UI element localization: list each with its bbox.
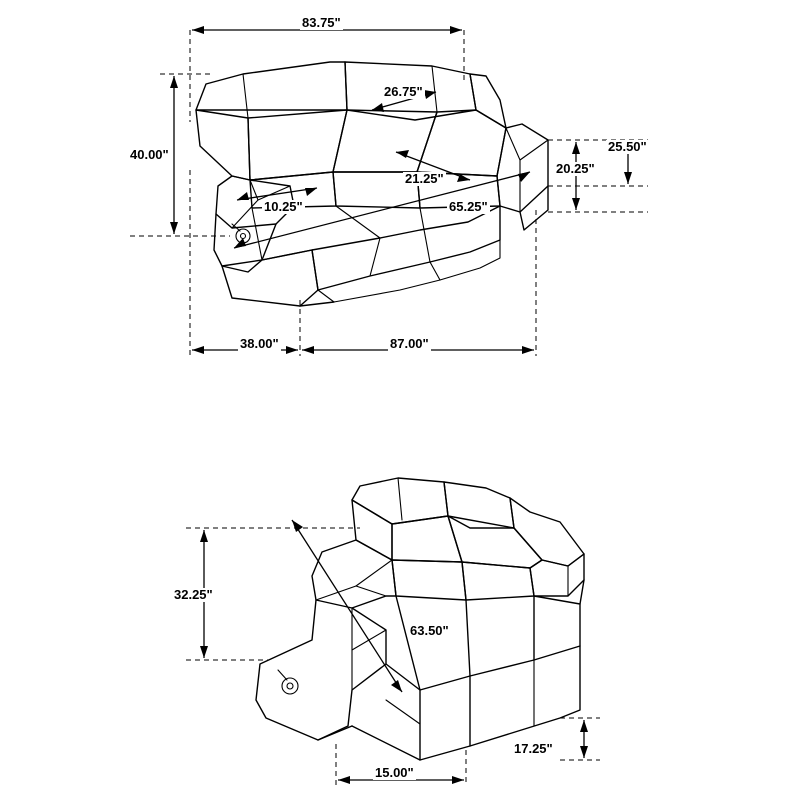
- dim-label-base-depth: 15.00": [375, 765, 414, 780]
- dim-label-extended-depth: 87.00": [390, 336, 429, 351]
- dim-label-arm-width: 10.25": [264, 199, 303, 214]
- dim-label-seat-back-height: 26.75": [384, 84, 423, 99]
- upper-extension-lines: [130, 30, 648, 356]
- sofa-reclined-illustration: [256, 478, 584, 760]
- dim-label-reclined-height: 32.25": [174, 587, 213, 602]
- sofa-upright-illustration: [196, 62, 548, 306]
- dim-label-seat-depth-inner: 21.25": [405, 171, 444, 186]
- dim-label-overall-height: 40.00": [130, 147, 169, 162]
- dim-label-footrest-height: 17.25": [514, 741, 553, 756]
- dim-label-seat-width: 65.25": [449, 199, 488, 214]
- dim-label-seat-height: 20.25": [556, 161, 595, 176]
- dim-label-arm-height: 25.50": [608, 139, 647, 154]
- dim-label-reclined-seat-length: 63.50": [410, 623, 449, 638]
- dim-label-width-overall: 83.75": [302, 15, 341, 30]
- dim-label-depth: 38.00": [240, 336, 279, 351]
